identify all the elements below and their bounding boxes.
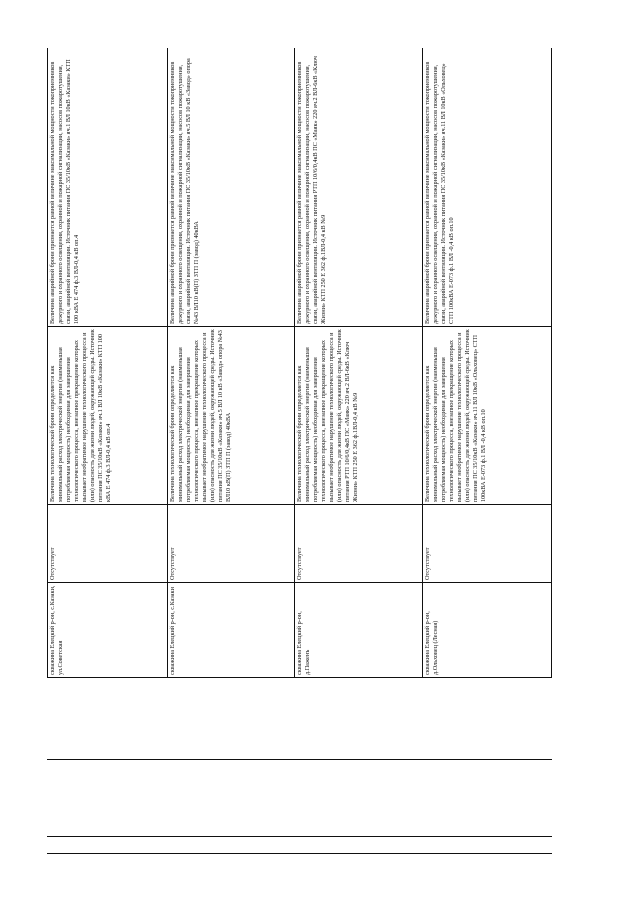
footer-rule-top (47, 759, 552, 760)
emergency-armor-cell: Величина аварийной брони признается равной величине максимальной мощности токоприемников дежурного и охранного освещения, охранной и пожарной сигнализации, насосов пожаротушения, связи, аварийной вентиляции. Источник питания ПС 35/10кВ «Казаки» яч.11 ВЛ 10кВ «Ольховец» СТП 100кВА Е-073 ф.1 ВЛ -0,4 кВ оп.10 (423, 48, 552, 327)
table-row (423, 48, 552, 678)
location-cell: скважина Елецкий р-он, с.Казаки (168, 583, 295, 678)
status-cell: Отсутствует (423, 505, 552, 583)
emergency-armor-cell: Величина аварийной брони признается равной величине максимальной мощности токоприемников дежурного и охранного освещения, охранной и пожарной сигнализации, насосов пожаротушения, связи, аварийной вентиляции. Источник питания ПС 35/10кВ «Казаки» яч.5 ВЛ 10 кВ «Завод» опора №43 ВЛ10 кВ(П) ЗТП П (завод) 40кВА (168, 48, 295, 327)
table-row (48, 48, 168, 678)
power-supply-table (47, 48, 552, 678)
status-cell: Отсутствует (168, 505, 295, 583)
footer-rule-bottom (47, 853, 552, 854)
tech-armor-cell: Величина технологической брони определяется как минимальный расход электрической энергии (наименьшая потребляемая мощность) необходимая для завершения технологического процесса, внезапное прекращение которых вызывает необратимое нарушение технологического процесса и (или) опасность для жизни людей, окружающей среды. Источник питания ПС 35/10кВ «Казаки» яч.1 ВЛ 10кВ «Казаки» КТП 100 кВА Е 474 ф.3 ВЛ-0,4 кВ оп.4 (48, 327, 168, 505)
location-cell: скважина Елецкий р-он, д.Ольховец (Лесная) (423, 583, 552, 678)
status-cell: Отсутствует (48, 505, 168, 583)
rotated-page-viewport (47, 48, 552, 678)
location-cell: скважина Елецкий р-он, д.Паженъ (295, 583, 423, 678)
tech-armor-cell: Величина технологической брони определяется как минимальный расход электрической энергии (наименьшая потребляемая мощность) необходимая для завершения технологического процесса, внезапное прекращение которых вызывает необратимое нарушение технологического процесса и (или) опасность для жизни людей, окружающей среды. Источник питания РТП 10/6/0,4кВ ПС «Маяк» 220 яч.2 ВЛ-6кВ «Ключ Жизни» КТП 250 Е 362 ф.1ВЛ-0,4 кВ №9 (295, 327, 423, 505)
status-cell: Отсутствует (295, 505, 423, 583)
footer-rule-middle (47, 836, 552, 837)
table-row (168, 48, 295, 678)
location-cell: скважина Елецкий р-он, с.Казаки, ул.Советская (48, 583, 168, 678)
tech-armor-cell: Величина технологической брони определяется как минимальный расход электрической энергии (наименьшая потребляемая мощность) необходимая для завершения технологического процесса, внезапное прекращение которых вызывает необратимое нарушение технологического процесса и (или) опасность для жизни людей, окружающей среды. Источник питания ПС 35/10кВ «Казаки» яч.11 ВЛ 10кВ «Ольховец» СТП 100кВА Е-073 ф.1 ВЛ -0,4 кВ оп.10 (423, 327, 552, 505)
tech-armor-cell: Величина технологической брони определяется как минимальный расход электрической энергии (наименьшая потребляемая мощность) необходимая для завершения технологического процесса, внезапное прекращение которых вызывает необратимое нарушение технологического процесса и (или) опасность для жизни людей, окружающей среды. Источник питания ПС 35/10кВ «Казаки» яч.5 ВЛ 10 кВ «Завод» опора №43 ВЛ10 кВ(П) ЗТП П (завод) 40кВА (168, 327, 295, 505)
table-row (295, 48, 423, 678)
emergency-armor-cell: Величина аварийной брони признается равной величине максимальной мощности токоприемников дежурного и охранного освещения, охранной и пожарной сигнализации, насосов пожаротушения, связи, аварийной вентиляции. Источник питания РТП 10/6/0,4кВ ПС «Маяк» 220 яч.2 ВЛ-6кВ «Ключ Жизни» КТП 250 Е 362 ф.1ВЛ-0,4 кВ №9 (295, 48, 423, 327)
emergency-armor-cell: Величина аварийной брони признается равной величине максимальной мощности токоприемников дежурного и охранного освещения, охранной и пожарной сигнализации, насосов пожаротушения, связи, аварийной вентиляции. Источник питания ПС 35/10кВ «Казаки» яч.1 ВЛ 10кВ «Казаки» КТП 100 кВА Е 474 ф.3 ВЛ-0,4 кВ оп.4 (48, 48, 168, 327)
rotated-table-wrapper (47, 48, 552, 678)
